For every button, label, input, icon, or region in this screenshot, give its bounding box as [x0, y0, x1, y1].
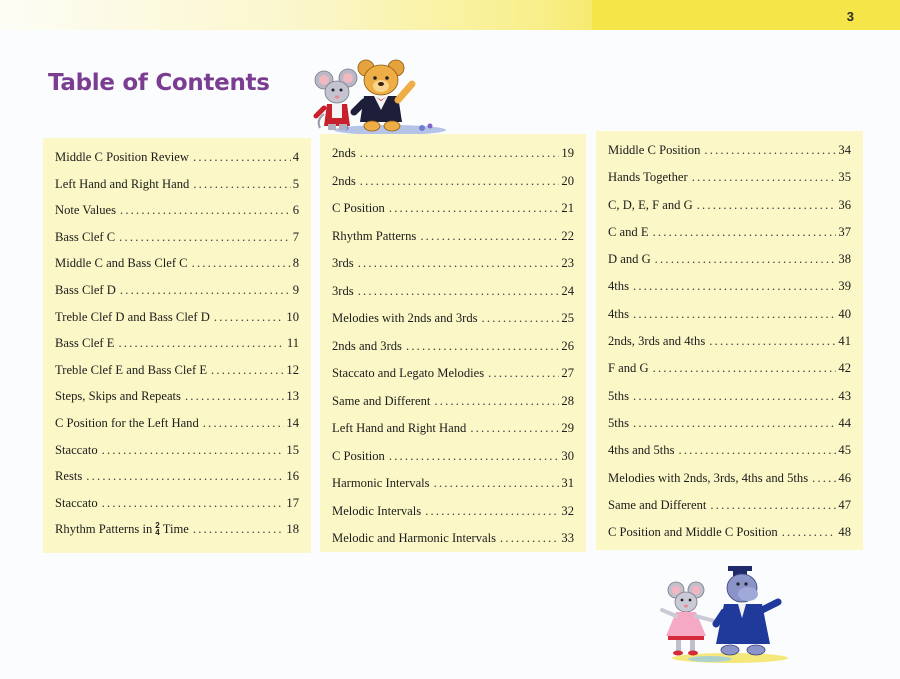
- toc-entry[interactable]: F and G ..... 42: [608, 355, 851, 382]
- toc-entry[interactable]: Melodic and Harmonic Intervals ..... 33: [332, 525, 574, 553]
- toc-entry[interactable]: 5ths ..... 44: [608, 410, 851, 437]
- toc-entry[interactable]: Left Hand and Right Hand ..... 5: [55, 171, 299, 198]
- toc-entry[interactable]: Rhythm Patterns in 2 4 Time ..... 18: [55, 516, 299, 543]
- toc-entry[interactable]: Left Hand and Right Hand ..... 29: [332, 415, 574, 443]
- toc-entry[interactable]: Harmonic Intervals ..... 31: [332, 470, 574, 498]
- toc-entry[interactable]: Melodies with 2nds, 3rds, 4ths and 5ths ..... 46: [608, 465, 851, 492]
- toc-entry[interactable]: Staccato ..... 17: [55, 490, 299, 517]
- toc-entry[interactable]: 4ths ..... 40: [608, 301, 851, 328]
- toc-entry[interactable]: Treble Clef E and Bass Clef E ..... 12: [55, 357, 299, 384]
- toc-entry[interactable]: 2nds ..... 20: [332, 168, 574, 196]
- toc-entry[interactable]: Note Values ..... 6: [55, 197, 299, 224]
- toc-entry[interactable]: Same and Different ..... 47: [608, 492, 851, 519]
- time-signature: 2 4: [155, 521, 160, 538]
- toc-entry[interactable]: C Position ..... 30: [332, 443, 574, 471]
- toc-entry[interactable]: 5ths ..... 43: [608, 383, 851, 410]
- toc-entry[interactable]: 2nds and 3rds ..... 26: [332, 333, 574, 361]
- toc-entry[interactable]: Same and Different ..... 28: [332, 388, 574, 416]
- page-title: Table of Contents: [48, 70, 270, 96]
- toc-column-3: [596, 131, 863, 550]
- toc-entry[interactable]: D and G ..... 38: [608, 246, 851, 273]
- toc-entry[interactable]: Melodies with 2nds and 3rds ..... 25: [332, 305, 574, 333]
- toc-entry[interactable]: 4ths and 5ths ..... 45: [608, 437, 851, 464]
- toc-entry[interactable]: 4ths ..... 39: [608, 273, 851, 300]
- toc-entry[interactable]: Staccato and Legato Melodies ..... 27: [332, 360, 574, 388]
- toc-entry[interactable]: 2nds, 3rds and 4ths ..... 41: [608, 328, 851, 355]
- toc-entry[interactable]: Middle C Position ..... 34: [608, 137, 851, 164]
- toc-entry[interactable]: 3rds ..... 24: [332, 278, 574, 306]
- toc-entry[interactable]: Middle C Position Review ..... 4: [55, 144, 299, 171]
- toc-entry[interactable]: Melodic Intervals ..... 32: [332, 498, 574, 526]
- toc-entry[interactable]: Rests ..... 16: [55, 463, 299, 490]
- toc-entry[interactable]: C, D, E, F and G ..... 36: [608, 192, 851, 219]
- toc-column-2: [320, 134, 586, 552]
- toc-entry[interactable]: C Position ..... 21: [332, 195, 574, 223]
- toc-entry[interactable]: Bass Clef E ..... 11: [55, 330, 299, 357]
- toc-entry[interactable]: Bass Clef D ..... 9: [55, 277, 299, 304]
- toc-entry[interactable]: C Position for the Left Hand ..... 14: [55, 410, 299, 437]
- toc-entry[interactable]: Middle C and Bass Clef C ..... 8: [55, 250, 299, 277]
- toc-entry[interactable]: Rhythm Patterns ..... 22: [332, 223, 574, 251]
- toc-entry[interactable]: C Position and Middle C Position ..... 48: [608, 519, 851, 546]
- page-number: 3: [846, 9, 854, 24]
- toc-entry[interactable]: Steps, Skips and Repeats ..... 13: [55, 383, 299, 410]
- toc-entry[interactable]: C and E ..... 37: [608, 219, 851, 246]
- toc-entry[interactable]: Bass Clef C ..... 7: [55, 224, 299, 251]
- toc-entry[interactable]: 2nds ..... 19: [332, 140, 574, 168]
- toc-entry[interactable]: Hands Together ..... 35: [608, 164, 851, 191]
- toc-entry[interactable]: Treble Clef D and Bass Clef D ..... 10: [55, 304, 299, 331]
- toc-column-1: [43, 138, 311, 553]
- mouse-and-bear-illustration: [310, 56, 446, 136]
- toc-entry[interactable]: 3rds ..... 23: [332, 250, 574, 278]
- dancing-mouse-and-hippo-illustration: [650, 560, 795, 665]
- toc-entry[interactable]: Staccato ..... 15: [55, 437, 299, 464]
